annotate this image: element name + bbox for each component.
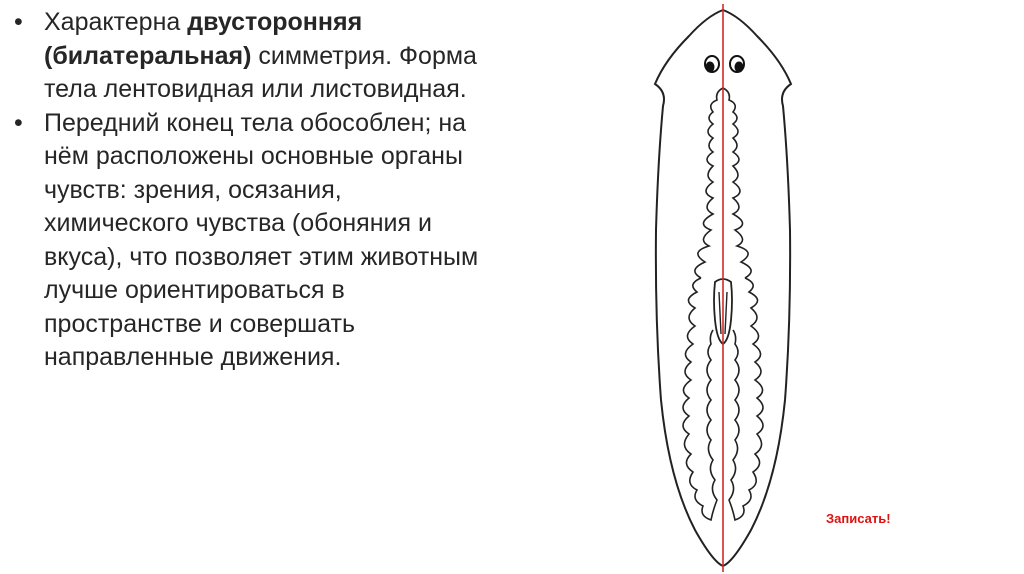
bullet-marker: • (14, 108, 23, 137)
note-label: Записать! (826, 511, 891, 526)
left-eye-pupil (706, 62, 715, 73)
right-eye-pupil (735, 62, 744, 73)
planarian-diagram-icon (625, 0, 825, 574)
bullet-marker: • (14, 8, 23, 36)
anterior-intestine-right (723, 88, 751, 278)
bullet-bold-term-2: (билатеральная) (44, 41, 252, 70)
anterior-intestine (695, 88, 723, 278)
bullet-text-tail: симметрия. Форма тела лентовидная или листовидная. (44, 41, 477, 103)
bullet-text: Передний конец тела обособлен; на нём расположены основные органы чувств: зрения, осязания, химического чувства (обоняния и вкуса), что позволяет этим животным лучше ориентироваться в пространстве и совершать направленные движения. (44, 108, 479, 371)
posterior-intestine-right (729, 278, 763, 520)
bullet-list (14, 6, 484, 375)
bullet-head-end (14, 107, 484, 375)
posterior-intestine-left (683, 278, 717, 520)
bullet-bold-term-1: двусторонняя (187, 8, 363, 36)
bullet-text-lead: Характерна (44, 8, 188, 36)
bullet-symmetry (14, 6, 484, 107)
